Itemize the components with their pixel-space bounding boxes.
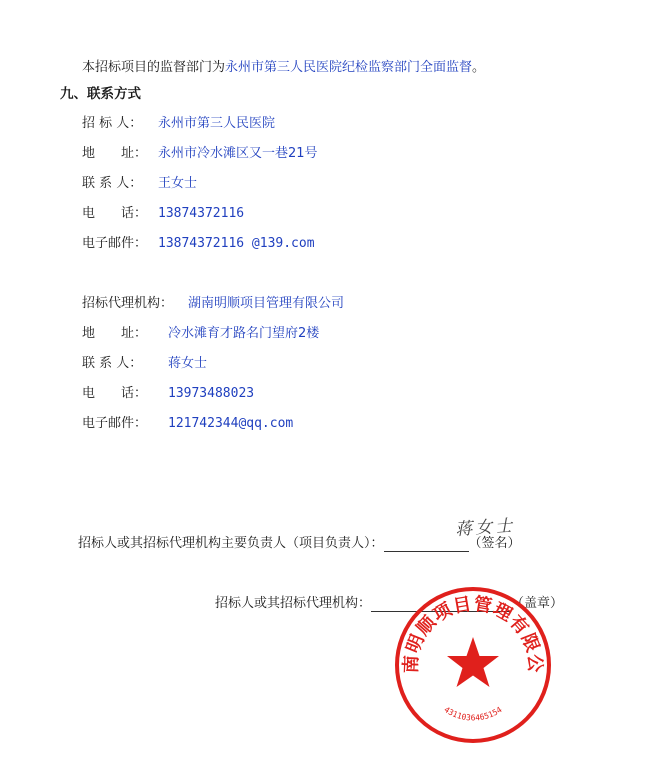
tenderer-contact-label: 联 系 人： (82, 176, 143, 191)
agency-phone: 13973488023 (168, 386, 255, 401)
seal-svg (393, 585, 553, 745)
agency-contact-label: 联 系 人： (82, 356, 143, 371)
tenderer-phone-label: 电 话： (82, 206, 148, 221)
sign-suffix: （签名） (468, 536, 521, 551)
principal-label: 招标人或其招标代理机构主要负责人（项目负责人）： (78, 536, 384, 551)
supervision-suffix: 。 (472, 60, 486, 75)
section-title: 九、联系方式 (60, 86, 141, 102)
agency-address-row (82, 326, 319, 342)
supervision-line (82, 60, 485, 76)
tenderer-name: 永州市第三人民医院 (158, 116, 276, 131)
agency-name-label: 招标代理机构： (82, 296, 174, 311)
tenderer-email-row (82, 236, 315, 252)
tenderer-phone: 13874372116 (158, 206, 245, 221)
tenderer-phone-row (82, 206, 244, 222)
tenderer-email[interactable]: 13874372116 @139.com (158, 236, 315, 251)
tenderer-email-label: 电子邮件： (82, 236, 148, 251)
handwritten-signature: 蒋女士 (454, 515, 516, 541)
tenderer-contact: 王女士 (158, 176, 198, 191)
agency-contact: 蒋女士 (168, 356, 208, 371)
agency-email[interactable]: 121742344@qq.com (168, 416, 294, 431)
agency-email-label: 电子邮件： (82, 416, 148, 431)
company-seal-stamp (393, 585, 553, 745)
tenderer-name-row (82, 116, 275, 132)
tenderer-name-label: 招 标 人： (82, 116, 143, 131)
principal-signature-row (78, 535, 521, 552)
agency-name-row (82, 296, 344, 312)
agency-address-label: 地 址： (82, 326, 148, 341)
seal-company-textpath: 南明顺项目管理有限公 (400, 593, 546, 674)
tenderer-address: 永州市冷水滩区又一巷21号 (158, 146, 318, 161)
seal-star-icon (447, 637, 499, 687)
agency-email-row (82, 416, 293, 432)
seal-number-text (442, 705, 503, 723)
supervision-prefix: 本招标项目的监督部门为 (82, 60, 226, 75)
agency-phone-row (82, 386, 254, 402)
supervision-dept: 永州市第三人民医院纪检监察部门全面监督 (225, 60, 473, 75)
seal-suffix: （盖章） (511, 596, 564, 611)
agency-phone-label: 电 话： (82, 386, 148, 401)
agency-address: 冷水滩育才路名门望府2楼 (168, 326, 320, 341)
org-label: 招标人或其招标代理机构： (215, 596, 372, 611)
seal-number-textpath: 4311036465154 (442, 705, 504, 723)
tenderer-address-row (82, 146, 318, 162)
tenderer-contact-row (82, 176, 197, 192)
agency-contact-row (82, 356, 207, 372)
agency-name: 湖南明顺项目管理有限公司 (188, 296, 345, 311)
tenderer-address-label: 地 址： (82, 146, 148, 161)
